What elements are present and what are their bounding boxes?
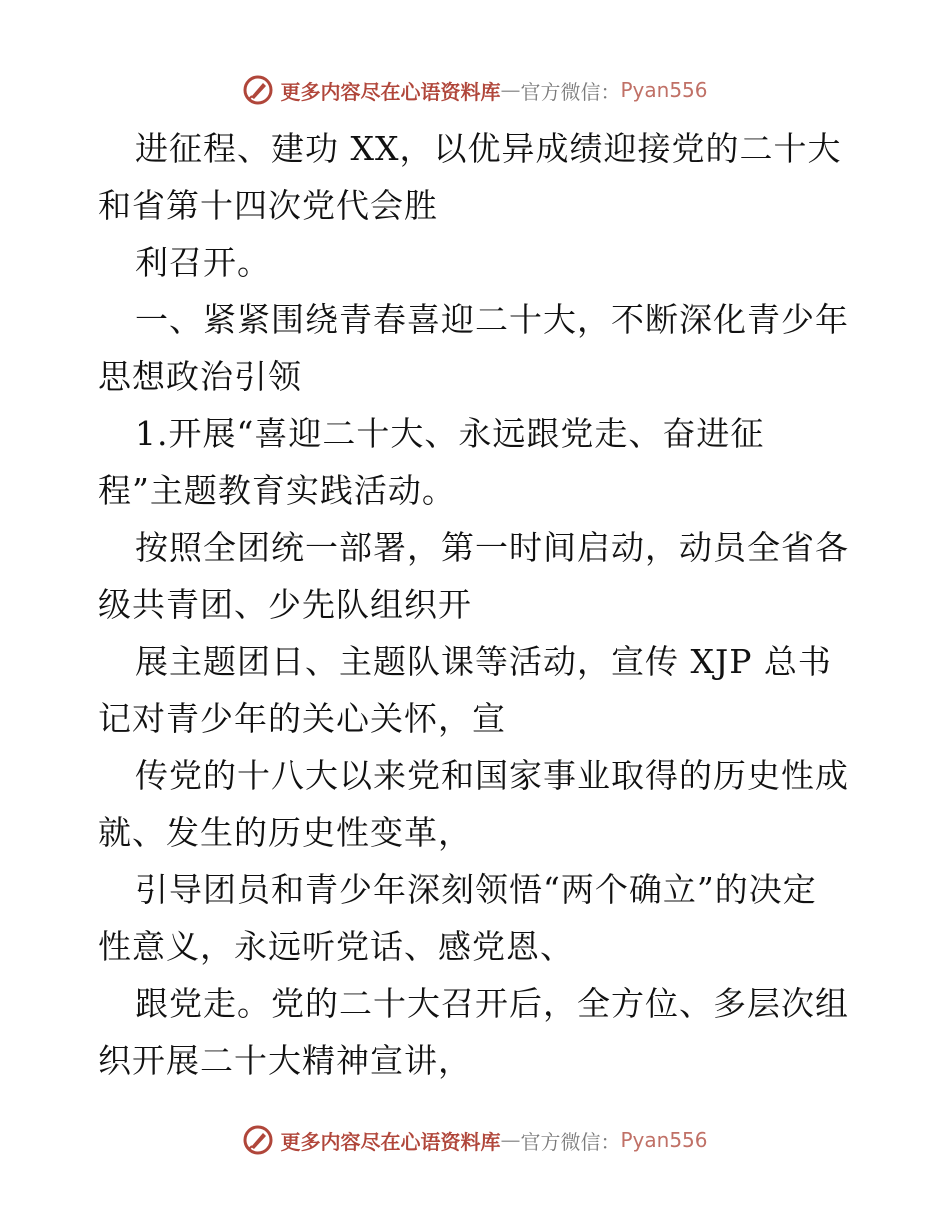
- subsection-heading: 1.开展“喜迎二十大、永远跟党走、奋进征: [135, 414, 765, 453]
- section-heading: 一、紧紧围绕青春喜迎二十大，不断深化青少年: [135, 300, 849, 339]
- text-line: 利召开。: [135, 243, 271, 282]
- watermark-brand: 更多内容尽在心语资料库: [280, 1129, 501, 1154]
- watermark-id: Pyan556: [620, 1128, 708, 1152]
- watermark-label: 官方微信：: [520, 1129, 621, 1154]
- text-line: 跟党走。党的二十大召开后，全方位、多层次组: [135, 984, 849, 1023]
- text-line: 记对青少年的关心关怀，宣: [98, 699, 506, 738]
- section-heading: 思想政治引领: [98, 357, 302, 396]
- text-line: 展主题团日、主题队课等活动，宣传 XJP 总书: [135, 642, 832, 681]
- watermark-id: Pyan556: [620, 78, 708, 102]
- text-line: 按照全团统一部署，第一时间启动，动员全省各: [135, 528, 849, 567]
- watermark-header: [0, 70, 950, 110]
- text-line: 引导团员和青少年深刻领悟“两个确立”的决定: [135, 870, 817, 909]
- text-line: 进征程、建功 XX，以优异成绩迎接党的二十大: [135, 129, 842, 168]
- watermark-footer: [0, 1120, 950, 1160]
- pen-logo-icon: [242, 1124, 274, 1156]
- text-line: 性意义，永远听党话、感党恩、: [98, 927, 574, 966]
- text-line: 级共青团、少先队组织开: [98, 585, 472, 624]
- watermark-brand: 更多内容尽在心语资料库: [280, 79, 501, 104]
- watermark-dash: —: [500, 1128, 521, 1152]
- watermark-dash: —: [500, 78, 521, 102]
- pen-logo-icon: [242, 74, 274, 106]
- text-line: 就、发生的历史性变革，: [98, 813, 472, 852]
- document-body: [98, 120, 858, 1089]
- text-line: 织开展二十大精神宣讲，: [98, 1041, 472, 1080]
- watermark-label: 官方微信：: [520, 79, 621, 104]
- text-line: 传党的十八大以来党和国家事业取得的历史性成: [135, 756, 849, 795]
- subsection-heading: 程”主题教育实践活动。: [98, 471, 456, 510]
- text-line: 和省第十四次党代会胜: [98, 186, 438, 225]
